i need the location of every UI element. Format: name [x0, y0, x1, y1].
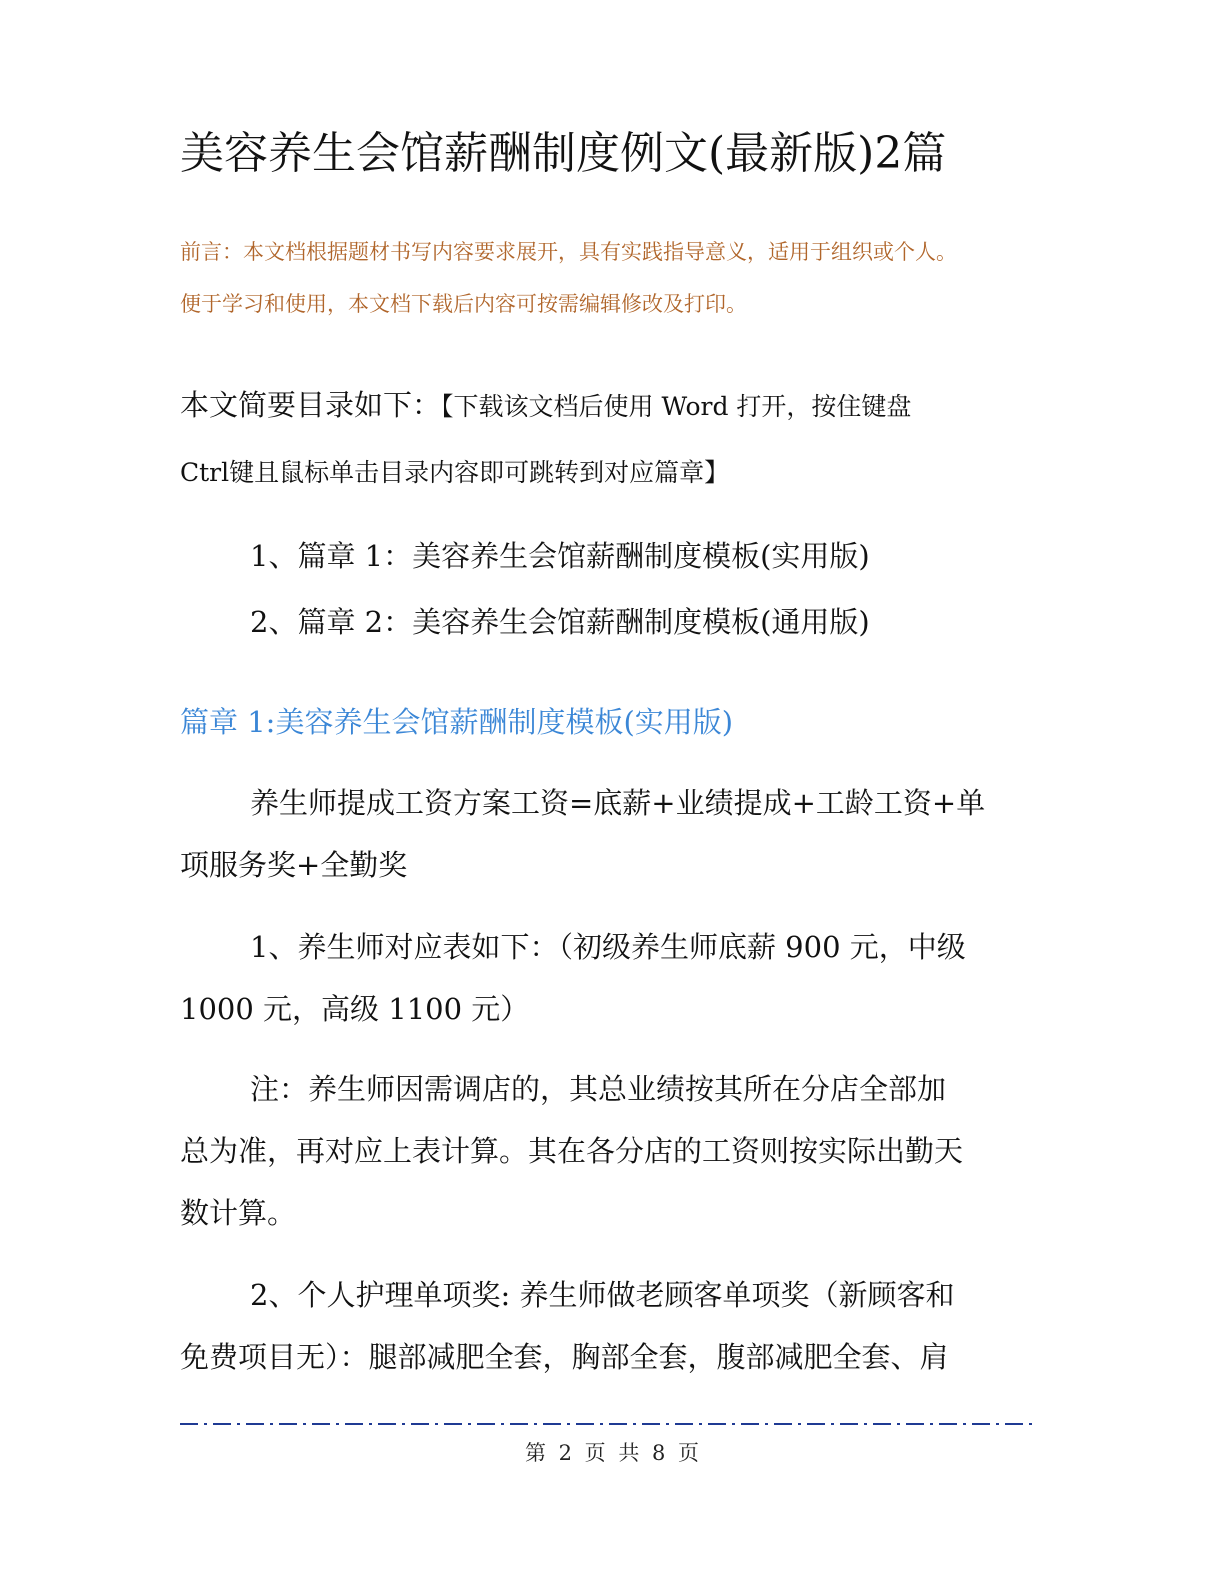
- paragraph-transfer-note: [180, 1058, 1040, 1244]
- footer-divider: [180, 1420, 1035, 1428]
- preface-line-2: 便于学习和使用，本文档下载后内容可按需编辑修改及打印。: [180, 292, 747, 316]
- paragraph-line: 总为准，再对应上表计算。其在各分店的工资则按实际出勤天: [180, 1134, 964, 1168]
- paragraph-base-salary: [180, 916, 1040, 1040]
- toc-intro: [180, 372, 1060, 506]
- chapter-1-heading: 篇章 1:美容养生会馆薪酬制度模板(实用版): [180, 705, 734, 739]
- toc-item-chapter-1[interactable]: 1、篇章 1：美容养生会馆薪酬制度模板(实用版): [250, 539, 870, 573]
- page-number: 第 2 页 共 8 页: [524, 1441, 700, 1465]
- paragraph-line: 数计算。: [180, 1196, 297, 1230]
- toc-lead: 本文简要目录如下：: [180, 388, 442, 422]
- paragraph-line: 1、养生师对应表如下：（初级养生师底薪 900 元，中级: [250, 930, 966, 964]
- paragraph-line: 免费项目无）：腿部减肥全套，胸部全套，腹部减肥全套、肩: [180, 1340, 949, 1374]
- paragraph-line: 2、个人护理单项奖: 养生师做老顾客单项奖（新顾客和: [250, 1278, 955, 1312]
- preface-line-1: 前言：本文档根据题材书写内容要求展开，具有实践指导意义，适用于组织或个人。: [180, 240, 957, 264]
- paragraph-line: 项服务奖+全勤奖: [180, 848, 408, 882]
- document-title: 美容养生会馆薪酬制度例文(最新版)2篇: [180, 128, 947, 179]
- paragraph-salary-formula: [180, 772, 1040, 896]
- toc-note-line-1: 【下载该文档后使用 Word 打开，按住键盘: [441, 392, 912, 421]
- preface: [180, 226, 1080, 330]
- paragraph-care-bonus: [180, 1264, 1040, 1388]
- paragraph-line: 1000 元，高级 1100 元）: [180, 992, 530, 1026]
- toc-note-line-2: Ctrl键且鼠标单击目录内容即可跳转到对应篇章】: [180, 458, 730, 487]
- toc-item-chapter-2[interactable]: 2、篇章 2：美容养生会馆薪酬制度模板(通用版): [250, 605, 870, 639]
- paragraph-line: 注：养生师因需调店的，其总业绩按其所在分店全部加: [250, 1072, 947, 1106]
- paragraph-line: 养生师提成工资方案工资=底薪+业绩提成+工龄工资+单: [250, 786, 986, 820]
